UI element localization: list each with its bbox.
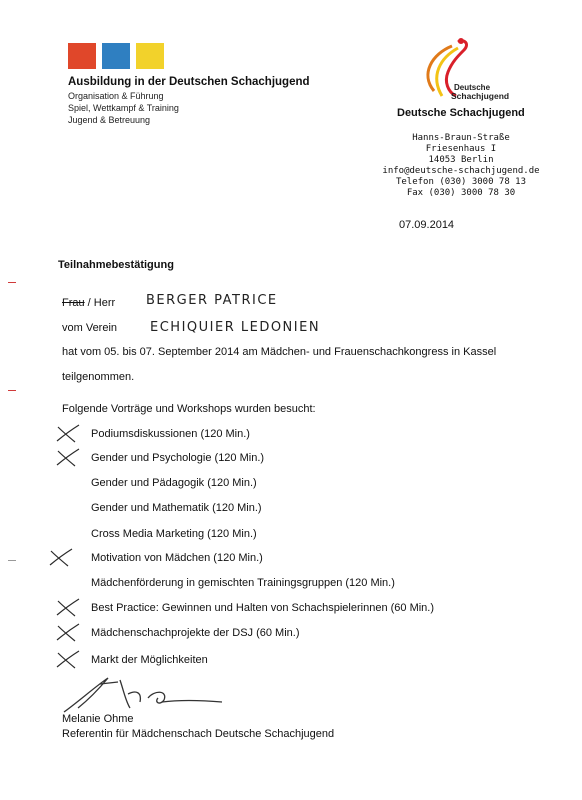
logo-square-red [68, 43, 96, 69]
address-block [356, 133, 566, 199]
workshop-item: Markt der Möglichkeiten [91, 654, 208, 666]
workshop-item: Mädchenförderung in gemischten Trainingsgruppen (120 Min.) [91, 577, 395, 589]
verein-label: vom Verein [62, 322, 118, 334]
logo-square-blue [102, 43, 130, 69]
logo-square-yellow [136, 43, 164, 69]
document-heading: Teilnahmebestätigung [58, 259, 174, 271]
address-building: Friesenhaus I [425, 144, 497, 154]
org-line: Jugend & Betreuung [68, 115, 151, 125]
fold-mark-lower [8, 560, 16, 561]
check-mark-icon [55, 650, 81, 670]
check-mark-icon [55, 448, 81, 468]
brand-small-bottom: Schachjugend [451, 91, 510, 101]
address-email: info@deutsche-schachjugend.de [382, 166, 540, 176]
workshop-item: Motivation von Mädchen (120 Min.) [91, 552, 263, 564]
check-mark-icon [55, 424, 81, 444]
workshop-item: Mädchenschachprojekte der DSJ (60 Min.) [91, 627, 300, 639]
check-mark-icon [55, 623, 81, 643]
handwritten-signature [58, 672, 228, 718]
salutation-frau-struck: Frau [62, 297, 85, 309]
fold-mark-middle [8, 390, 16, 391]
org-line: Spiel, Wettkampf & Training [68, 103, 179, 113]
letter-date: 07.09.2014 [399, 219, 455, 231]
handwritten-name: BERGER PATRICE [146, 293, 278, 308]
logo-swirl-head [458, 38, 464, 44]
address-city: 14053 Berlin [428, 155, 494, 165]
org-lines [68, 90, 179, 126]
address-fax: Fax (030) 3000 78 30 [406, 188, 516, 198]
workshop-item: Gender und Psychologie (120 Min.) [91, 452, 265, 464]
signer-role: Referentin für Mädchenschach Deutsche Schachjugend [62, 728, 335, 740]
org-line: Organisation & Führung [68, 91, 164, 101]
brand-small-top: Deutsche [454, 83, 491, 92]
workshop-item: Cross Media Marketing (120 Min.) [91, 528, 257, 540]
org-title: Ausbildung in der Deutschen Schachjugend [68, 76, 310, 88]
signer-name: Melanie Ohme [62, 713, 134, 725]
salutation-line [62, 297, 115, 309]
workshops-intro: Folgende Vorträge und Workshops wurden besucht: [62, 403, 316, 415]
brand-name: Deutsche Schachjugend [397, 107, 525, 119]
participation-sentence: hat vom 05. bis 07. September 2014 am Mädchen- und Frauenschachkongress in Kassel [62, 346, 497, 358]
address-phone: Telefon (030) 3000 78 13 [395, 177, 527, 187]
fold-mark-top [8, 282, 16, 283]
handwritten-club: ECHIQUIER LEDONIEN [150, 320, 321, 335]
address-street: Hanns-Braun-Straße [412, 133, 510, 143]
workshop-item: Gender und Pädagogik (120 Min.) [91, 477, 257, 489]
workshop-item: Gender und Mathematik (120 Min.) [91, 502, 262, 514]
workshop-item: Best Practice: Gewinnen und Halten von Schachspielerinnen (60 Min.) [91, 602, 435, 614]
salutation-herr: / Herr [84, 297, 116, 309]
check-mark-icon [55, 598, 81, 618]
workshop-item: Podiumsdiskussionen (120 Min.) [91, 428, 250, 440]
check-mark-icon [48, 548, 74, 568]
participation-sentence-end: teilgenommen. [62, 371, 135, 383]
